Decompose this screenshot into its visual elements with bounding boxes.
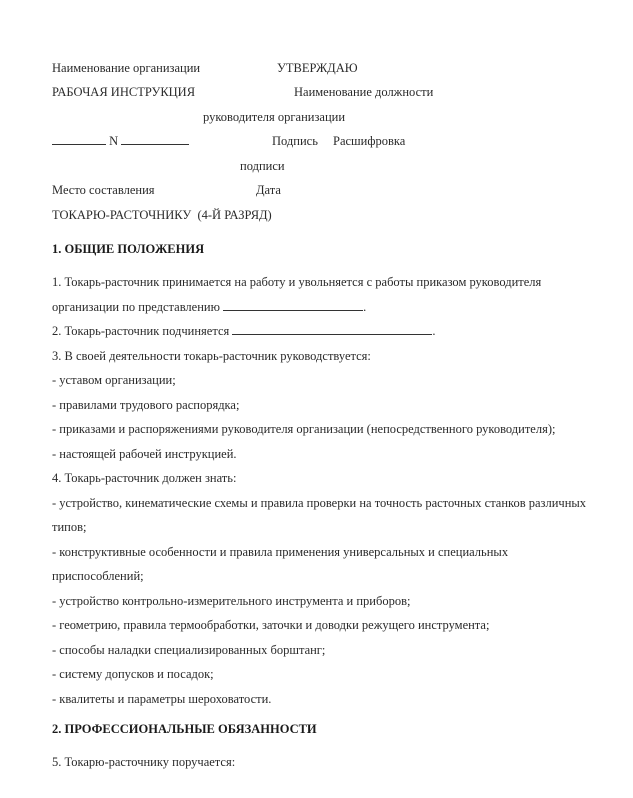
doc-number-field <box>52 133 189 149</box>
paragraph-5: 5. Токарю-расточнику поручается: <box>52 755 236 769</box>
list-item-continuation: приспособлений; <box>52 569 144 583</box>
list-item: - устройство, кинематические схемы и правила проверки на точность расточных станков различных <box>52 496 587 510</box>
list-item: - правилами трудового распорядка; <box>52 398 240 412</box>
paragraph-1-line-1: 1. Токарь-расточник принимается на работу и увольняется с работы приказом руководителя <box>52 275 542 289</box>
list-item: - устройство контрольно-измерительного инструмента и приборов; <box>52 594 411 608</box>
decoding-label: Расшифровка <box>333 134 406 148</box>
paragraph-1-line-2 <box>52 299 366 315</box>
list-item: - геометрию, правила термообработки, заточки и доводки режущего инструмента; <box>52 618 490 632</box>
representation-blank <box>223 299 363 311</box>
date-blank <box>52 133 106 145</box>
position-name-label: Наименование должности <box>294 85 434 99</box>
paragraph-1-text: организации по представлению <box>52 300 220 314</box>
list-item: - конструктивные особенности и правила применения универсальных и специальных <box>52 545 509 559</box>
place-label: Место составления <box>52 183 155 197</box>
doc-type-label: РАБОЧАЯ ИНСТРУКЦИЯ <box>52 85 196 99</box>
number-blank <box>121 133 189 145</box>
period: . <box>363 300 367 314</box>
date-label: Дата <box>256 183 281 197</box>
list-item: - систему допусков и посадок; <box>52 667 214 681</box>
list-item: - способы наладки специализированных борштанг; <box>52 643 326 657</box>
section-heading-duties: 2. ПРОФЕССИОНАЛЬНЫЕ ОБЯЗАННОСТИ <box>52 722 317 736</box>
paragraph-2 <box>52 323 436 339</box>
period: . <box>432 324 436 338</box>
list-item-continuation: типов; <box>52 520 87 534</box>
doc-title: ТОКАРЮ-РАСТОЧНИКУ (4-Й РАЗРЯД) <box>52 208 272 222</box>
list-item: - приказами и распоряжениями руководителя организации (непосредственного руководителя); <box>52 422 556 436</box>
number-sign: N <box>109 134 119 148</box>
head-of-org-label: руководителя организации <box>203 110 346 124</box>
subordination-blank <box>232 323 432 335</box>
paragraph-4: 4. Токарь-расточник должен знать: <box>52 471 237 485</box>
signature-label: Подпись <box>272 134 318 148</box>
list-item: - уставом организации; <box>52 373 176 387</box>
list-item: - квалитеты и параметры шероховатости. <box>52 692 272 706</box>
org-name-label: Наименование организации <box>52 61 201 75</box>
paragraph-3: 3. В своей деятельности токарь-расточник руководствуется: <box>52 349 371 363</box>
approve-label: УТВЕРЖДАЮ <box>277 61 358 75</box>
paragraph-2-text: 2. Токарь-расточник подчиняется <box>52 324 230 338</box>
list-item: - настоящей рабочей инструкцией. <box>52 447 237 461</box>
section-heading-general: 1. ОБЩИЕ ПОЛОЖЕНИЯ <box>52 242 205 256</box>
signature-sub-label: подписи <box>240 159 285 173</box>
